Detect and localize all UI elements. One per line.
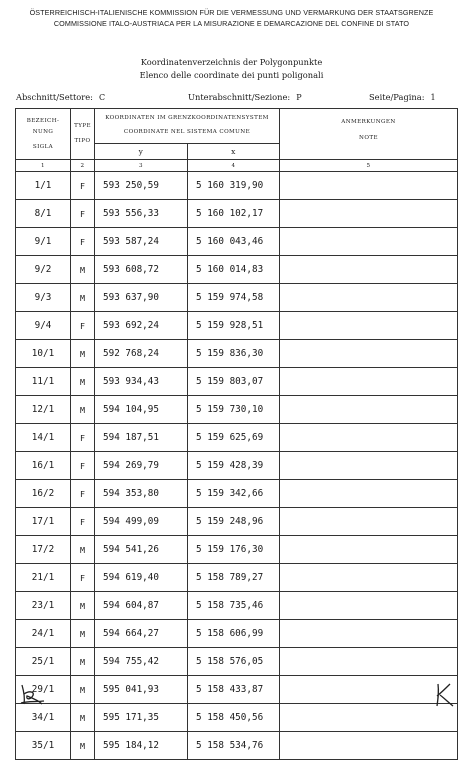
cell-y: 593 556,33 — [95, 200, 188, 228]
coordinate-table — [15, 108, 458, 760]
table-row — [16, 620, 458, 648]
cell-x: 5 158 735,46 — [188, 592, 280, 620]
cell-tipo: M — [71, 284, 95, 312]
cell-note — [280, 732, 458, 760]
cell-y: 592 768,24 — [95, 340, 188, 368]
cell-x: 5 158 576,05 — [188, 648, 280, 676]
table-row — [16, 676, 458, 704]
cell-tipo: M — [71, 620, 95, 648]
cell-sigla: 16/2 — [16, 480, 71, 508]
section-value: C — [98, 93, 106, 102]
cell-tipo: M — [71, 648, 95, 676]
subsection-label: Unterabschnitt/Sezione: — [188, 92, 291, 102]
table-row — [16, 592, 458, 620]
cell-note — [280, 508, 458, 536]
cell-tipo: F — [71, 312, 95, 340]
cell-x: 5 159 928,51 — [188, 312, 280, 340]
header-y: y — [95, 143, 188, 159]
cell-x: 5 159 342,66 — [188, 480, 280, 508]
table-row — [16, 704, 458, 732]
cell-tipo: M — [71, 704, 95, 732]
cell-sigla: 25/1 — [16, 648, 71, 676]
header-coordinates — [95, 109, 280, 144]
cell-note — [280, 228, 458, 256]
cell-y: 593 608,72 — [95, 256, 188, 284]
header-tipo-line1: TYPE — [74, 123, 91, 129]
cell-note — [280, 452, 458, 480]
header-coordinates-de: KOORDINATEN IM GRENZKOORDINATENSYSTEM — [105, 115, 269, 122]
table-row — [16, 312, 458, 340]
table-row — [16, 564, 458, 592]
cell-tipo: M — [71, 536, 95, 564]
header-sigla-line3: SIGLA — [32, 143, 54, 150]
header-tipo-line2: TIPO — [74, 138, 91, 144]
cell-sigla: 29/1 — [16, 676, 71, 704]
cell-y: 594 353,80 — [95, 480, 188, 508]
cell-note — [280, 704, 458, 732]
cell-tipo: M — [71, 676, 95, 704]
cell-x: 5 158 450,56 — [188, 704, 280, 732]
table-row — [16, 172, 458, 200]
header-sigla-line2: NUNG — [32, 128, 54, 135]
cell-sigla: 23/1 — [16, 592, 71, 620]
cell-note — [280, 480, 458, 508]
colnum-1: 1 — [16, 160, 71, 172]
cell-sigla: 17/2 — [16, 536, 71, 564]
table-row — [16, 284, 458, 312]
cell-tipo: M — [71, 256, 95, 284]
cell-note — [280, 424, 458, 452]
cell-y: 594 187,51 — [95, 424, 188, 452]
header-notes — [280, 109, 458, 160]
header-notes-de: ANMERKUNGEN — [341, 119, 396, 125]
document-title-de: Koordinatenverzeichnis der Polygonpunkte — [140, 57, 323, 67]
cell-y: 594 755,42 — [95, 648, 188, 676]
table-row — [16, 424, 458, 452]
colnum-4: 4 — [188, 160, 280, 172]
cell-x: 5 160 043,46 — [188, 228, 280, 256]
cell-tipo: F — [71, 564, 95, 592]
cell-sigla: 9/4 — [16, 312, 71, 340]
cell-y: 594 104,95 — [95, 396, 188, 424]
table-row — [16, 340, 458, 368]
cell-note — [280, 368, 458, 396]
cell-tipo: M — [71, 340, 95, 368]
table-body — [16, 172, 458, 760]
colnum-5: 5 — [280, 160, 458, 172]
section-label: Abschnitt/Settore: — [16, 92, 93, 102]
cell-sigla: 17/1 — [16, 508, 71, 536]
cell-tipo: F — [71, 508, 95, 536]
cell-tipo: F — [71, 228, 95, 256]
cell-sigla: 24/1 — [16, 620, 71, 648]
cell-x: 5 158 433,87 — [188, 676, 280, 704]
cell-tipo: M — [71, 732, 95, 760]
header-notes-it: NOTE — [359, 135, 378, 141]
cell-sigla: 9/3 — [16, 284, 71, 312]
cell-sigla: 21/1 — [16, 564, 71, 592]
table-row — [16, 480, 458, 508]
cell-x: 5 159 803,07 — [188, 368, 280, 396]
signature-left — [18, 682, 48, 708]
cell-x: 5 159 730,10 — [188, 396, 280, 424]
table-row — [16, 396, 458, 424]
cell-x: 5 160 319,90 — [188, 172, 280, 200]
cell-tipo: M — [71, 396, 95, 424]
cell-y: 595 171,35 — [95, 704, 188, 732]
header-sigla-line1: BEZEICH- — [26, 117, 60, 124]
cell-x: 5 160 014,83 — [188, 256, 280, 284]
cell-x: 5 159 974,58 — [188, 284, 280, 312]
table-row — [16, 536, 458, 564]
cell-note — [280, 172, 458, 200]
cell-y: 595 184,12 — [95, 732, 188, 760]
table-row — [16, 200, 458, 228]
commission-header-it: COMMISSIONE ITALO-AUSTRIACA PER LA MISURAZIONE E DEMARCAZIONE DEL CONFINE DI STATO — [53, 19, 410, 28]
cell-note — [280, 592, 458, 620]
cell-sigla: 12/1 — [16, 396, 71, 424]
document-title-it: Elenco delle coordinate dei punti poligonali — [139, 70, 324, 80]
cell-y: 593 934,43 — [95, 368, 188, 396]
cell-x: 5 159 836,30 — [188, 340, 280, 368]
cell-sigla: 34/1 — [16, 704, 71, 732]
cell-note — [280, 284, 458, 312]
cell-y: 593 587,24 — [95, 228, 188, 256]
cell-note — [280, 340, 458, 368]
header-sigla — [16, 109, 71, 160]
cell-tipo: M — [71, 368, 95, 396]
cell-x: 5 158 606,99 — [188, 620, 280, 648]
page-field — [369, 92, 436, 102]
cell-note — [280, 564, 458, 592]
cell-note — [280, 620, 458, 648]
header-x: x — [188, 143, 280, 159]
cell-y: 593 250,59 — [95, 172, 188, 200]
cell-note — [280, 676, 458, 704]
cell-y: 594 269,79 — [95, 452, 188, 480]
cell-y: 593 637,90 — [95, 284, 188, 312]
cell-note — [280, 256, 458, 284]
cell-note — [280, 648, 458, 676]
cell-y: 594 604,87 — [95, 592, 188, 620]
page-value: 1 — [430, 93, 436, 102]
cell-x: 5 159 625,69 — [188, 424, 280, 452]
cell-tipo: F — [71, 200, 95, 228]
table-row — [16, 732, 458, 760]
subsection-value: P — [296, 93, 302, 102]
cell-tipo: M — [71, 592, 95, 620]
table-row — [16, 228, 458, 256]
cell-sigla: 16/1 — [16, 452, 71, 480]
cell-y: 594 541,26 — [95, 536, 188, 564]
header-coordinates-it: COORDINATE NEL SISTEMA COMUNE — [123, 129, 251, 136]
table-row — [16, 368, 458, 396]
cell-x: 5 160 102,17 — [188, 200, 280, 228]
cell-y: 593 692,24 — [95, 312, 188, 340]
colnum-3: 3 — [95, 160, 188, 172]
commission-header-de: ÖSTERREICHISCH-ITALIENISCHE KOMMISSION FÜR DIE VERMESSUNG UND VERMARKUNG DER STAATSGRENZE — [29, 8, 434, 17]
cell-sigla: 8/1 — [16, 200, 71, 228]
cell-tipo: F — [71, 424, 95, 452]
header-tipo — [71, 109, 95, 160]
cell-sigla: 35/1 — [16, 732, 71, 760]
cell-note — [280, 396, 458, 424]
table-row — [16, 648, 458, 676]
signature-right — [432, 682, 458, 708]
cell-note — [280, 312, 458, 340]
cell-y: 594 499,09 — [95, 508, 188, 536]
cell-x: 5 159 176,30 — [188, 536, 280, 564]
cell-y: 595 041,93 — [95, 676, 188, 704]
cell-tipo: F — [71, 452, 95, 480]
cell-sigla: 11/1 — [16, 368, 71, 396]
cell-x: 5 159 248,96 — [188, 508, 280, 536]
section-field — [16, 92, 105, 102]
colnum-2: 2 — [71, 160, 95, 172]
table-row — [16, 452, 458, 480]
cell-x: 5 158 534,76 — [188, 732, 280, 760]
cell-y: 594 664,27 — [95, 620, 188, 648]
cell-sigla: 1/1 — [16, 172, 71, 200]
cell-y: 594 619,40 — [95, 564, 188, 592]
cell-tipo: F — [71, 172, 95, 200]
cell-x: 5 159 428,39 — [188, 452, 280, 480]
page-label: Seite/Pagina: — [369, 92, 425, 102]
cell-sigla: 9/2 — [16, 256, 71, 284]
table-row — [16, 256, 458, 284]
cell-sigla: 10/1 — [16, 340, 71, 368]
cell-tipo: F — [71, 480, 95, 508]
table-row — [16, 508, 458, 536]
cell-note — [280, 536, 458, 564]
subsection-field — [188, 92, 302, 102]
cell-x: 5 158 789,27 — [188, 564, 280, 592]
cell-sigla: 14/1 — [16, 424, 71, 452]
cell-note — [280, 200, 458, 228]
cell-sigla: 9/1 — [16, 228, 71, 256]
